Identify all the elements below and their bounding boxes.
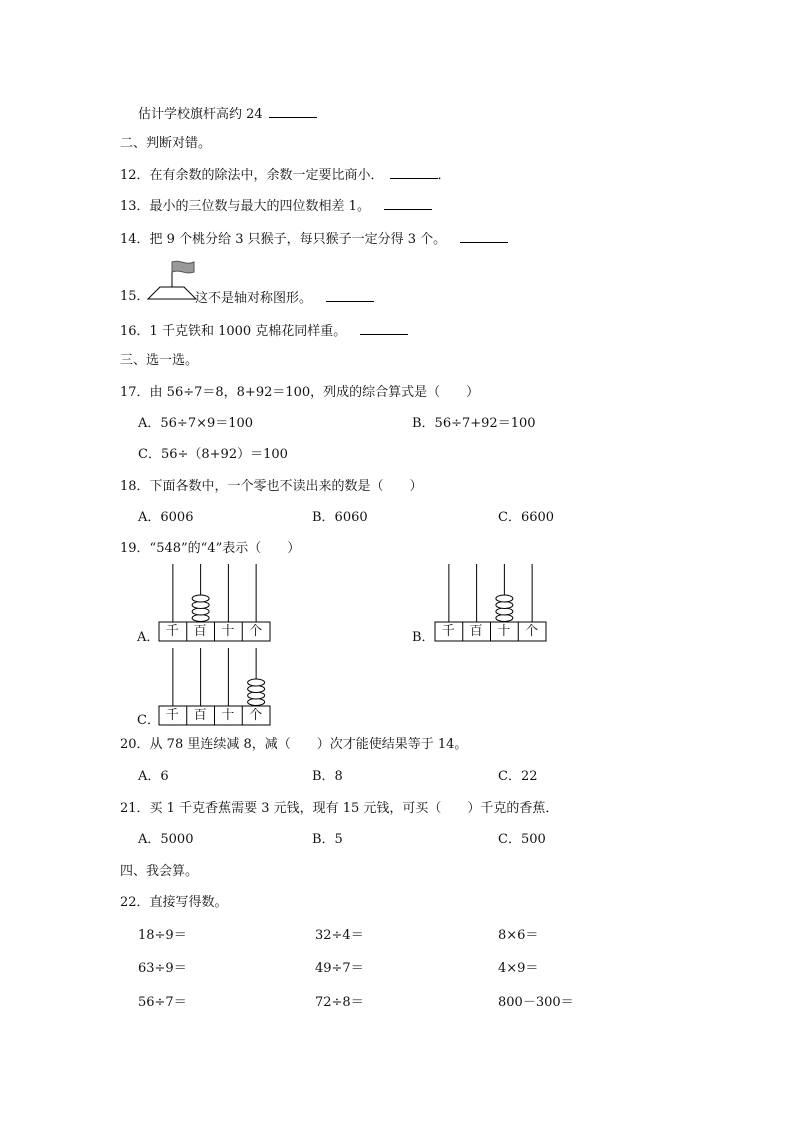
question-22: 22．直接写得数。	[120, 895, 228, 910]
calc-item: 8×6＝	[498, 928, 539, 943]
question-17: 17．由 56÷7＝8，8+92＝100，列成的综合算式是（ ）	[120, 385, 480, 400]
calc-item: 72÷8＝	[315, 995, 364, 1010]
q21-option-c[interactable]: C．500	[498, 832, 546, 847]
abacus-place-label: 千	[165, 708, 179, 723]
abacus-place-label: 百	[193, 708, 207, 723]
abacus-place-label: 个	[525, 624, 539, 639]
calc-item: 56÷7＝	[138, 995, 187, 1010]
abacus-place-label: 十	[221, 708, 235, 723]
q12-end: ．	[437, 168, 451, 183]
q17-option-c[interactable]: C．56÷（8+92）＝100	[138, 447, 288, 462]
calc-item: 32÷4＝	[315, 928, 364, 943]
q14-text: 14．把 9 个桃分给 3 只猴子，每只猴子一定分得 3 个。	[120, 232, 447, 247]
question-16	[120, 322, 408, 340]
abacus-bead	[496, 615, 513, 622]
q20-option-c[interactable]: C．22	[498, 769, 538, 784]
answer-blank[interactable]	[326, 289, 374, 302]
q21-option-a[interactable]: A．5000	[138, 832, 194, 847]
abacus-place-label: 十	[497, 624, 511, 639]
q15-label: 这不是轴对称图形。	[195, 291, 313, 306]
q16-text: 16．1 千克铁和 1000 克棉花同样重。	[120, 324, 347, 339]
abacus-bead	[496, 602, 513, 609]
abacus-place-label: 百	[469, 624, 483, 639]
question-21: 21．买 1 千克香蕉需要 3 元钱，现有 15 元钱，可买（ ）千克的香蕉．	[120, 801, 559, 816]
abacus-bead	[248, 679, 265, 686]
abacus-place-label: 十	[221, 624, 235, 639]
q13-text: 13．最小的三位数与最大的四位数相差 1。	[120, 199, 370, 214]
question-20: 20．从 78 里连续减 8，减（ ）次才能使结果等于 14。	[120, 737, 468, 752]
abacus-figures	[159, 564, 546, 725]
question-15-number: 15．	[120, 289, 150, 304]
abacus-place-label: 百	[193, 624, 207, 639]
abacus-bead	[496, 595, 513, 602]
abacus-bead	[248, 699, 265, 706]
q17-option-a[interactable]: A．56÷7×9＝100	[138, 416, 254, 431]
abacus-bead	[496, 608, 513, 615]
flag-on-trapezoid-figure	[148, 261, 196, 299]
q15-text	[195, 289, 374, 307]
abacus-place-label: 千	[441, 624, 455, 639]
abacus-bead	[192, 602, 209, 609]
abacus-place-label: 个	[249, 624, 263, 639]
abacus-bead	[192, 608, 209, 615]
section-4-heading: 四、我会算。	[120, 864, 199, 879]
calc-item: 18÷9＝	[138, 928, 187, 943]
q21-option-b[interactable]: B．5	[312, 832, 343, 847]
calc-item: 4×9＝	[498, 961, 539, 976]
abacus-bead	[192, 615, 209, 622]
calc-item: 49÷7＝	[315, 961, 364, 976]
abacus-bead	[192, 595, 209, 602]
q12-text: 12．在有余数的除法中，余数一定要比商小．	[120, 168, 384, 183]
q19-option-c[interactable]: C．	[137, 713, 160, 728]
abacus-place-label: 千	[165, 624, 179, 639]
abacus-place-label: 个	[249, 708, 263, 723]
q20-option-b[interactable]: B．8	[312, 769, 343, 784]
calc-item: 800－300＝	[498, 995, 574, 1010]
question-19: 19．“548”的“4”表示（ ）	[120, 541, 301, 556]
abacus-bead	[248, 692, 265, 699]
calc-item: 63÷9＝	[138, 961, 187, 976]
q17-option-b[interactable]: B．56÷7+92＝100	[412, 416, 536, 431]
q19-option-b[interactable]: B．	[412, 630, 435, 645]
q18-option-c[interactable]: C．6600	[498, 510, 555, 525]
question-18: 18．下面各数中，一个零也不读出来的数是（ ）	[120, 479, 423, 494]
q11-text: 估计学校旗杆高约 24	[138, 107, 263, 122]
section-3-heading: 三、选一选。	[120, 353, 199, 368]
section-2-heading: 二、判断对错。	[120, 136, 212, 151]
abacus-bead	[248, 686, 265, 693]
answer-blank[interactable]	[360, 322, 408, 335]
q19-option-a[interactable]: A．	[137, 630, 160, 645]
q20-option-a[interactable]: A．6	[138, 769, 169, 784]
q18-option-b[interactable]: B．6060	[312, 510, 368, 525]
q18-option-a[interactable]: A．6006	[138, 510, 194, 525]
